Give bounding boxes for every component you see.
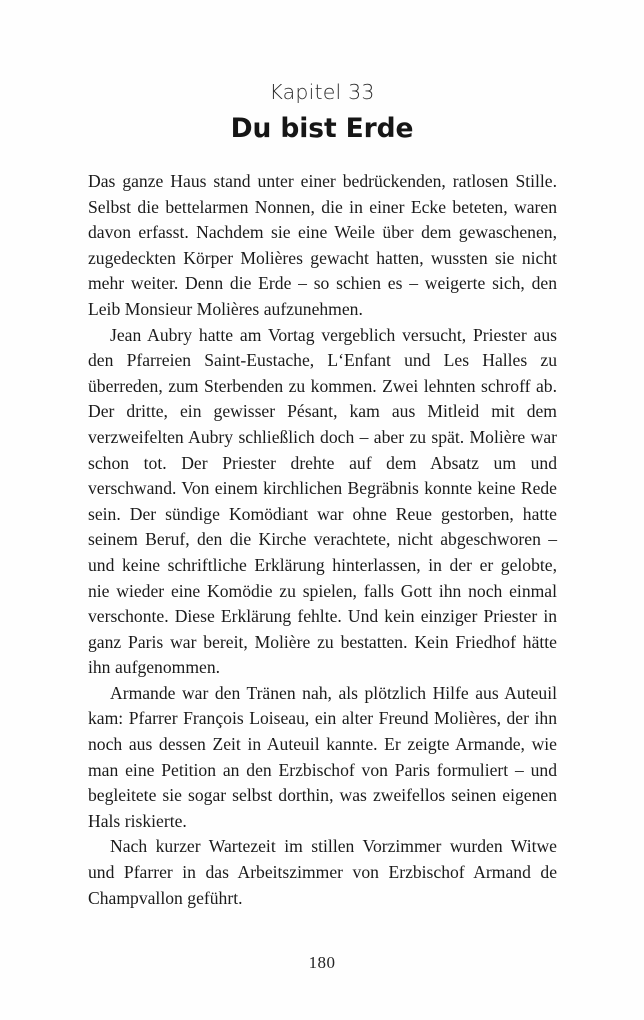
body-text-column bbox=[88, 169, 557, 911]
chapter-heading-block bbox=[0, 82, 644, 142]
paragraph: Das ganze Haus stand unter einer bedrückenden, ratlosen Stille. Selbst die bettelarmen Nonnen, die in einer Ecke beteten, waren davon erfasst. Nachdem sie eine Weile über dem gewaschenen, zugedeckten Körper Molières gewacht hatten, wussten sie nicht mehr weiter. Denn die Erde – so schien es – weigerte sich, den Leib Monsieur Molières aufzunehmen. bbox=[88, 171, 557, 319]
page-number: 180 bbox=[308, 953, 336, 972]
paragraph: Nach kurzer Wartezeit im stillen Vorzimmer wurden Witwe und Pfarrer in das Arbeitszimmer von Erzbischof Armand de Champvallon geführt. bbox=[88, 836, 557, 908]
paragraph: Jean Aubry hatte am Vortag vergeblich versucht, Priester aus den Pfarreien Saint-Eustache, L‘Enfant und Les Halles zu überreden, zum Sterbenden zu kommen. Zwei lehnten schroff ab. Der dritte, ein gewisser Pésant, kam aus Mitleid mit dem verzweifelten Aubry schließlich doch – aber zu spät. Molière war schon tot. Der Priester drehte auf dem Absatz um und verschwand. Von einem kirchlichen Begräbnis konnte keine Rede sein. Der sündige Komödiant war ohne Reue gestorben, hatte seinem Beruf, den die Kirche verachtete, nicht abgeschworen – und keine schriftliche Erklärung hinterlassen, in der er gelobte, nie wieder eine Komödie zu spielen, falls Gott ihn noch einmal verschonte. Diese Erklärung fehlte. Und kein einziger Priester in ganz Paris war bereit, Molière zu bestatten. Kein Friedhof hätte ihn aufgenommen. bbox=[88, 324, 557, 678]
paragraph: Armande war den Tränen nah, als plötzlich Hilfe aus Auteuil kam: Pfarrer François Loiseau, ein alter Freund Molières, der ihn noch aus dessen Zeit in Auteuil kannte. Er zeigte Armande, wie man eine Petition an den Erzbischof von Paris formuliert – und begleitete sie sogar selbst dorthin, was zweifellos seinen eigenen Hals riskierte. bbox=[88, 682, 557, 831]
chapter-number-label: Kapitel 33 bbox=[269, 80, 375, 104]
chapter-title: Du bist Erde bbox=[230, 112, 414, 144]
